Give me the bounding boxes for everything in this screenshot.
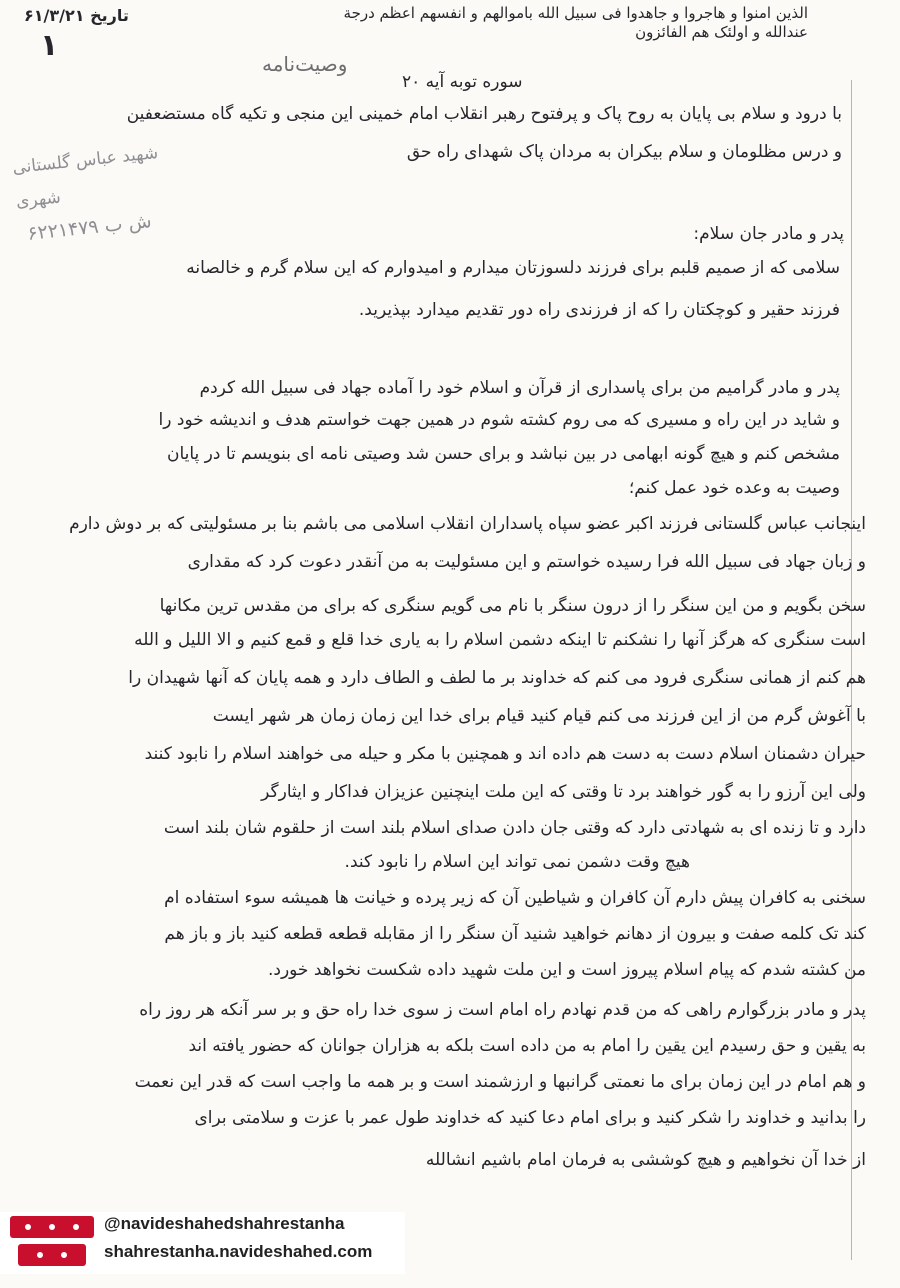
text-line: مشخص کنم و هیچ گونه ابهامی در بین نباشد و برای حسن شد وصیتی نامه ای بنویسم تا در پایان — [166, 444, 840, 464]
text-line: من کشته شدم که پیام اسلام پیروز است و این ملت شهید داده شکست نخواهد خورد. — [267, 960, 866, 980]
verse-line: الذین امنوا و هاجروا و جاهدوا فی سبیل الله باموالهم و انفسهم اعظم درجة — [343, 4, 808, 22]
text-line: و درس مظلومان و سلام بیکران به مردان پاک شهدای راه حق — [406, 142, 842, 162]
watermark-banner — [0, 1212, 405, 1274]
text-line: اینجانب عباس گلستانی فرزند اکبر عضو سپاه پاسداران انقلاب اسلامی می باشم بنا بر مسئولیتی که بر دوش دارم — [69, 514, 866, 534]
text-line: هیچ وقت دشمن نمی تواند این اسلام را نابود کند. — [344, 852, 690, 872]
date-label: تاریخ ۶۱/۳/۲۱ — [24, 6, 129, 25]
text-line: دارد و تا زنده ای به شهادتی دارد که وقتی جان دادن صدای اسلام بلند است از حلقوم شان بلند است — [163, 818, 866, 838]
martyr-stamp — [11, 128, 251, 261]
page-number: ۱ — [40, 28, 59, 63]
text-line: فرزند حقیر و کوچکتان را که از فرزندی راه دور تقدیم میدارد بپذیرید. — [358, 300, 840, 320]
text-line: است سنگری که هرگز آنها را نشکنم تا اینکه دشمن اسلام را به یاری خدا قلع و قمع کنیم و الا اللیل و الله — [134, 630, 866, 650]
text-line: سخنی به کافران پیش دارم آن کافران و شیاطین آن که زیر پرده و خیانت ها همیشه سوء استفاده ام — [164, 888, 866, 908]
text-line: با آغوش گرم من از این فرزند می کنم قیام کنید قیام برای خدا این زمان زمان هر شهر ایست — [212, 706, 866, 726]
text-line: هم کنم از همانی سنگری فرود می کنم که خداوند بر ما لطف و الطاف دارد و همه پایان که آنها شهیدان را — [128, 668, 866, 688]
watermark-handle: @navideshahedshahrestanha — [104, 1214, 345, 1233]
text-line: با درود و سلام بی پایان به روح پاک و پرفتوح رهبر انقلاب امام خمینی این منجی و تکیه گاه مستضعفین — [126, 104, 842, 124]
text-line: پدر و مادر گرامیم من برای پاسداری از قرآن و اسلام خود را آماده جهاد فی سبیل الله کردم — [199, 378, 840, 398]
text-line: وصیت به وعده خود عمل کنم؛ — [628, 478, 840, 498]
text-line: پدر و مادر جان سلام: — [693, 224, 844, 244]
text-line: را بدانید و خداوند را شکر کنید و برای امام دعا کنید که خداوند طول عمر با عزت و سلامتی برای — [194, 1108, 866, 1128]
text-line: سلامی که از صمیم قلبم برای فرزند دلسوزتان میدارم و امیدوارم که این سلام گرم و خالصانه — [186, 258, 840, 278]
quran-verse-header — [344, 4, 808, 42]
navideshahed-logo — [4, 1212, 100, 1274]
text-line: ولی این آرزو را به گور خواهند برد تا وقتی که این ملت اینچنین عزیزان فداکار و ایثارگر — [261, 782, 866, 802]
text-line: کند تک کلمه صفت و بیرون از دهانم خواهید شنید آن سنگر را از مقابله قطعه قطعه کنید باز و باز هم — [164, 924, 866, 944]
stamp-code: ش ب ۶۲۲۱۴۷۹ — [26, 210, 153, 245]
will-title: وصیت‌نامه — [262, 52, 348, 76]
stamp-name: شهید عباس گلستانی — [11, 143, 160, 179]
verse-line: عندالله و اولئک هم الفائزون — [635, 22, 808, 41]
stamp-sector: شهری — [15, 187, 62, 212]
text-line: و شاید در این راه و مسیری که می روم کشته شوم در همین جهت خواستم هدف و اندیشه خود را — [158, 410, 840, 430]
text-line: از خدا آن نخواهیم و هیچ کوششی به فرمان امام باشیم انشالله — [425, 1150, 866, 1170]
text-line: پدر و مادر بزرگوارم راهی که من قدم نهادم راه امام است ز سوی خدا راه حق و بر سر آنکه هر روز راه — [139, 1000, 866, 1020]
watermark-text — [104, 1214, 372, 1262]
text-line: به یقین و حق رسیدم این یقین را امام به من داده است بلکه به هزاران جوانان که حضور یافته اند — [188, 1036, 866, 1056]
surah-reference: سوره توبه آیه ۲۰ — [402, 72, 523, 92]
text-line: و هم امام در این زمان برای ما نعمتی گرانبها و ارزشمند است و بر همه ما واجب است که قدر این نعمت — [134, 1072, 866, 1092]
text-line: سخن بگویم و من این سنگر را از درون سنگر با نام می گویم سنگری که برای من مقدس ترین مکانها — [159, 596, 866, 616]
watermark-site: shahrestanha.navideshahed.com — [104, 1242, 373, 1261]
text-line: و زبان جهاد فی سبیل الله فرا رسیده خواستم و این مسئولیت به من آنقدر دعوت کرد که مقداری — [187, 552, 866, 572]
text-line: حیران دشمنان اسلام دست به دست هم داده اند و همچنین با مکر و حیله می خواهند اسلام را نابود کنند — [144, 744, 866, 764]
